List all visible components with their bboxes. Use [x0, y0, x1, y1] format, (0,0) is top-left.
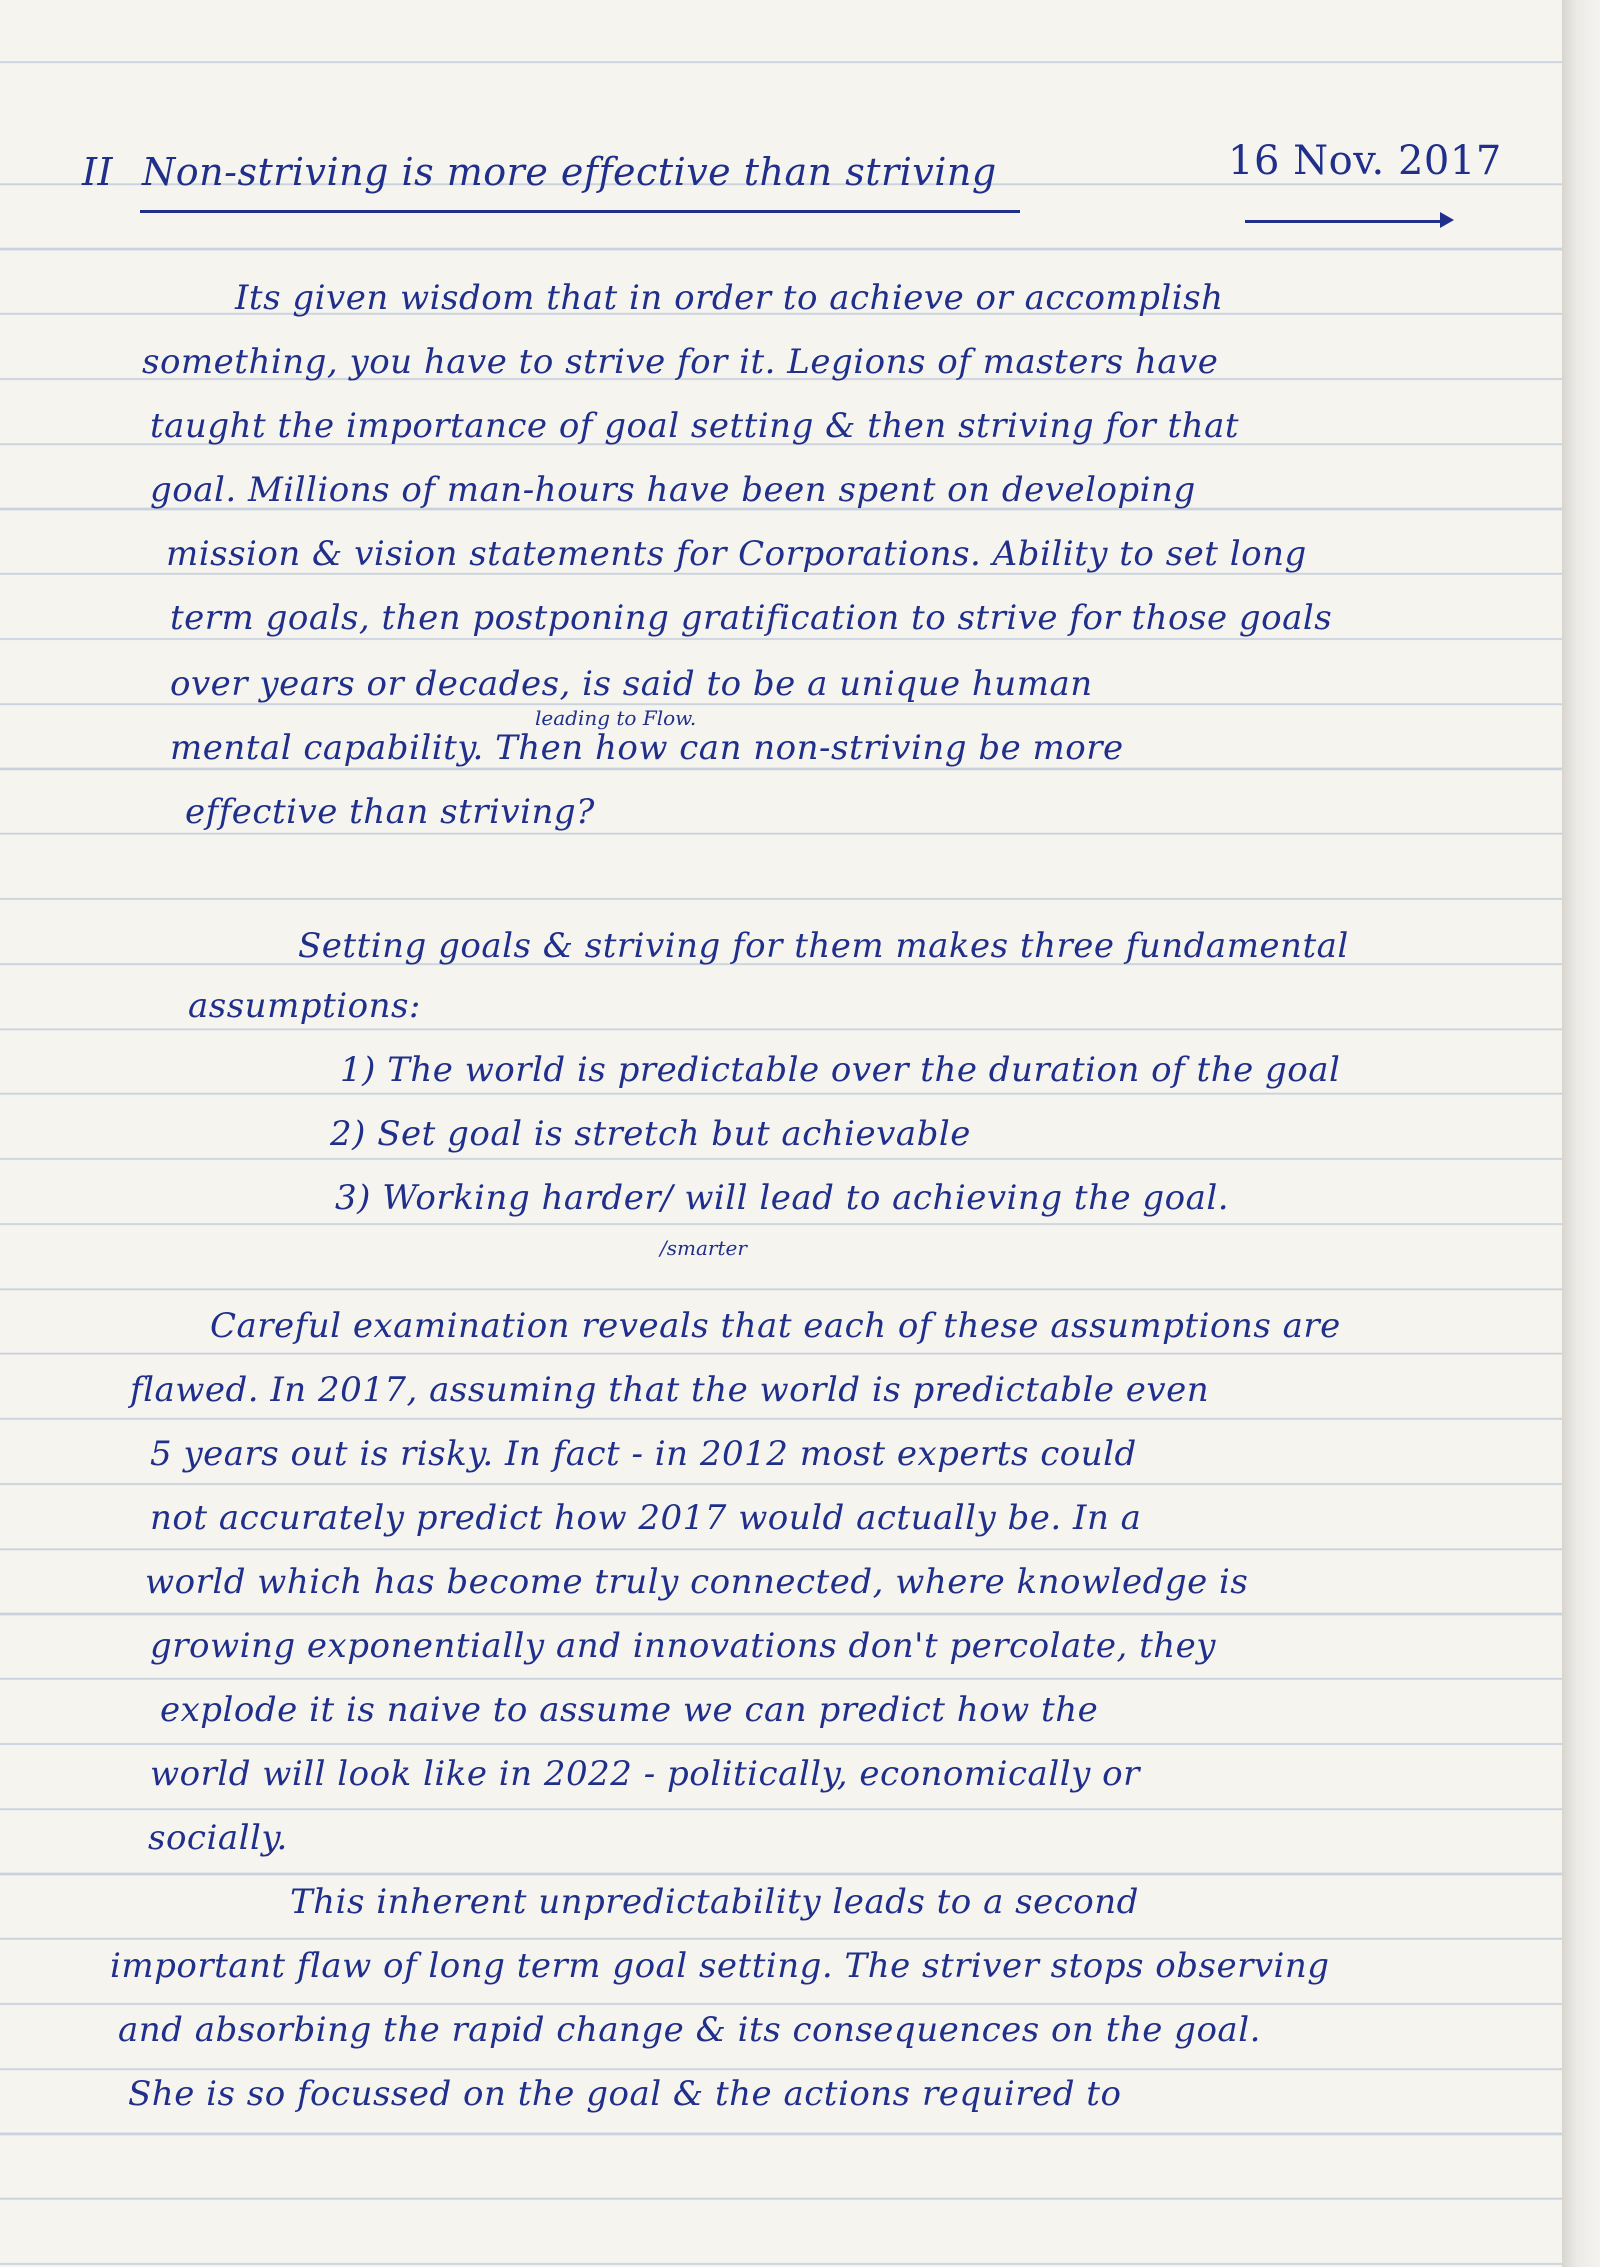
- text-line: Setting goals & striving for them makes three fundamental: [298, 926, 1349, 966]
- text-line: world will look like in 2022 - politically, economically or: [150, 1754, 1140, 1794]
- text-line: Its given wisdom that in order to achieve or accomplish: [235, 278, 1224, 318]
- date-arrow-icon: [1440, 212, 1454, 228]
- entry-date: 16 Nov. 2017: [1228, 138, 1502, 184]
- notebook-binding: [1562, 0, 1600, 2267]
- inserted-note: /smarter: [660, 1236, 747, 1260]
- text-line: mission & vision statements for Corporations. Ability to set long: [166, 534, 1307, 574]
- text-line: mental capability. Then how can non-striving be more: [170, 728, 1124, 768]
- text-line: effective than striving?: [185, 792, 595, 832]
- inserted-note: leading to Flow.: [535, 706, 697, 730]
- text-line: This inherent unpredictability leads to a second: [290, 1882, 1139, 1922]
- page-title: Non-striving is more effective than striving: [142, 150, 997, 194]
- text-line: world which has become truly connected, where knowledge is: [145, 1562, 1249, 1602]
- text-line: goal. Millions of man-hours have been spent on developing: [150, 470, 1196, 510]
- list-item: 2) Set goal is stretch but achievable: [330, 1114, 971, 1154]
- text-line: over years or decades, is said to be a unique human: [170, 664, 1093, 704]
- text-line: taught the importance of goal setting & then striving for that: [150, 406, 1240, 446]
- text-line: not accurately predict how 2017 would actually be. In a: [150, 1498, 1142, 1538]
- text-line: term goals, then postponing gratification to strive for those goals: [170, 598, 1333, 638]
- list-item: 3) Working harder/ will lead to achieving the goal.: [335, 1178, 1230, 1218]
- date-underline: [1245, 220, 1445, 223]
- text-line: growing exponentially and innovations don't percolate, they: [150, 1626, 1217, 1666]
- text-line: something, you have to strive for it. Legions of masters have: [142, 342, 1219, 382]
- text-line: Careful examination reveals that each of these assumptions are: [210, 1306, 1341, 1346]
- text-line: flawed. In 2017, assuming that the world is predictable even: [130, 1370, 1210, 1410]
- text-line: assumptions:: [188, 986, 421, 1026]
- text-line: important flaw of long term goal setting. The striver stops observing: [110, 1946, 1330, 1986]
- section-number: II: [82, 150, 114, 194]
- text-line: She is so focussed on the goal & the actions required to: [128, 2074, 1122, 2114]
- title-underline: [140, 210, 1020, 213]
- text-line: explode it is naive to assume we can predict how the: [160, 1690, 1099, 1730]
- text-line: socially.: [148, 1818, 288, 1858]
- text-line: 5 years out is risky. In fact - in 2012 most experts could: [150, 1434, 1137, 1474]
- text-line: and absorbing the rapid change & its consequences on the goal.: [118, 2010, 1261, 2050]
- list-item: 1) The world is predictable over the duration of the goal: [340, 1050, 1341, 1090]
